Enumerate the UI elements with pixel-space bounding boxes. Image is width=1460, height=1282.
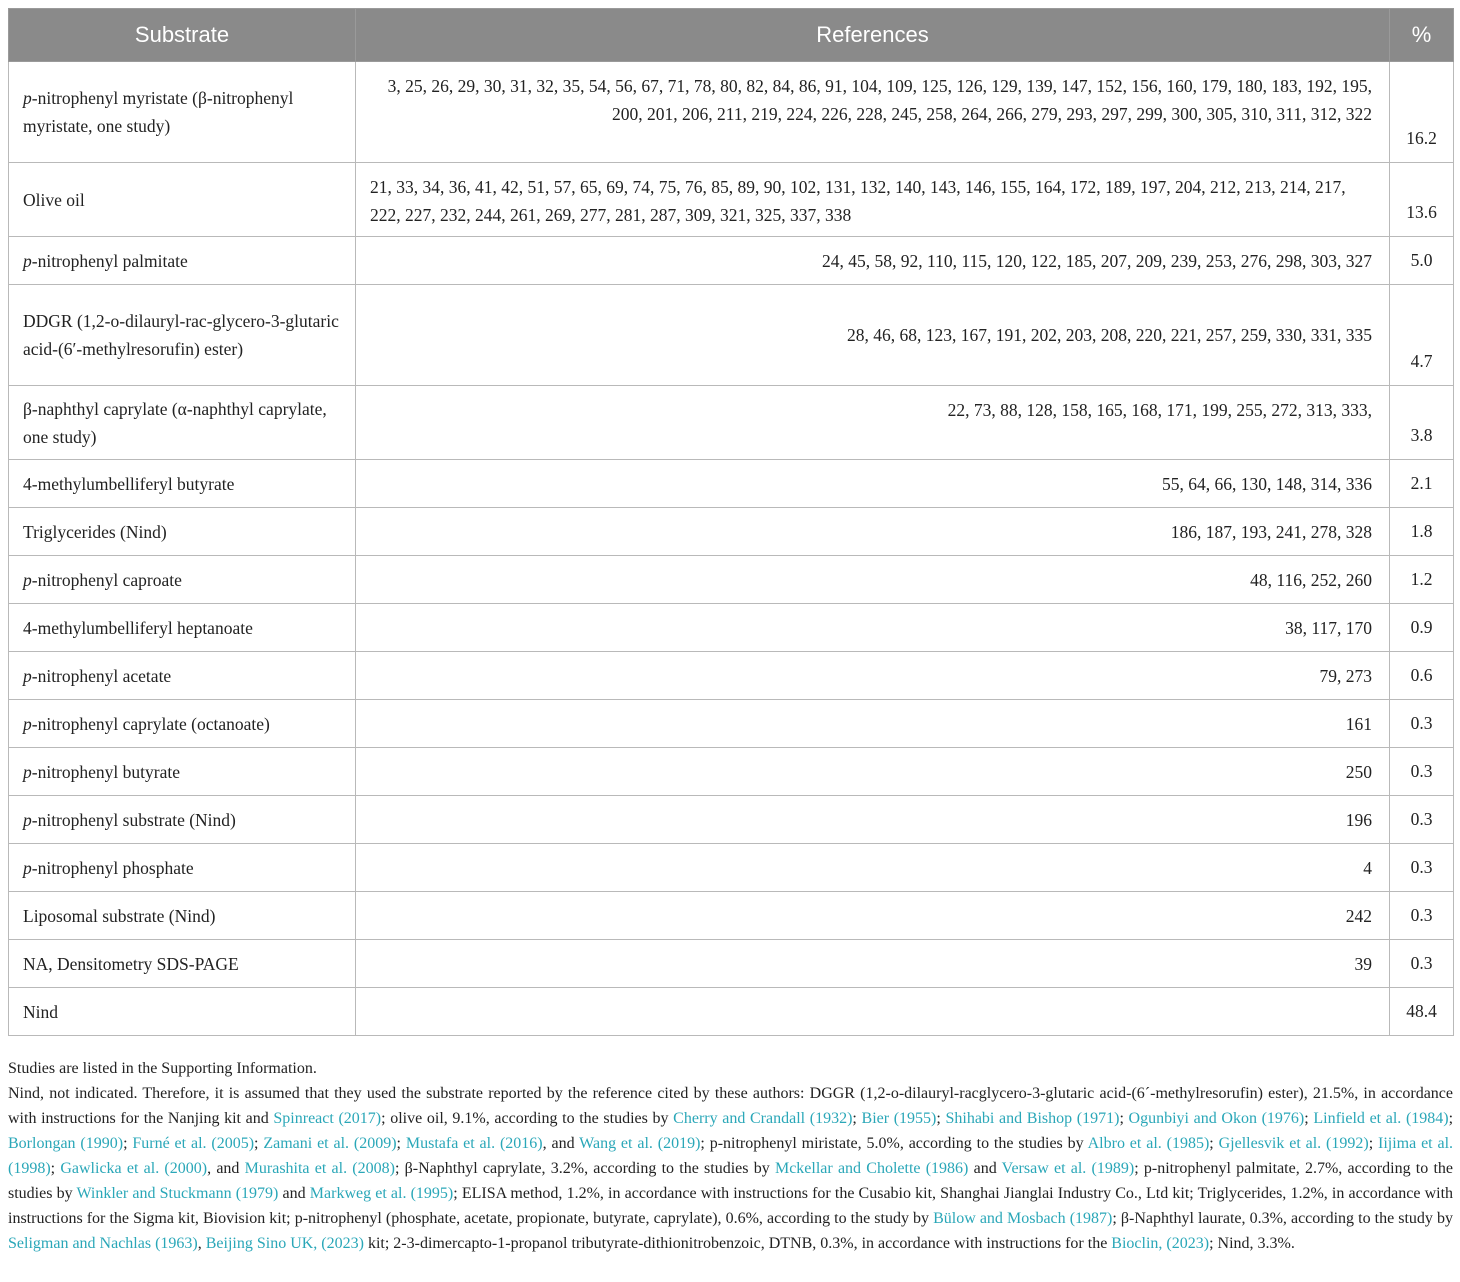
substrate-name: -nitrophenyl myristate (β-nitrophenyl myristate, one study) [23, 88, 294, 136]
footnote-text: ; [1368, 1135, 1378, 1152]
citation-link[interactable]: Zamani et al. (2009) [263, 1135, 397, 1152]
substrate-cell [9, 892, 356, 940]
substrate-cell [9, 508, 356, 556]
footnote-supporting-info: Studies are listed in the Supporting Information. [8, 1060, 317, 1077]
citation-link[interactable]: Shihabi and Bishop (1971) [945, 1110, 1120, 1127]
footnote-nind [8, 1081, 1453, 1256]
footnote-text: and [278, 1185, 310, 1202]
table-row [9, 556, 1454, 604]
footnote-text: ; Nind, 3.3%. [1209, 1235, 1295, 1252]
percent-cell: 16.2 [1390, 62, 1454, 163]
percent-cell: 0.3 [1390, 700, 1454, 748]
substrate-name: -nitrophenyl palmitate [31, 250, 188, 271]
footnote-text: ; [50, 1160, 61, 1177]
footnote-text: kit; 2-3-dimercapto-1-propanol tributyrate-dithionitrobenzoic, DTNB, 0.3%, in accordance with instructions for the [363, 1235, 1112, 1252]
italic-prefix: p [23, 569, 32, 590]
references-cell: 28, 46, 68, 123, 167, 191, 202, 203, 208, 220, 221, 257, 259, 330, 331, 335 [356, 285, 1390, 386]
table-row [9, 237, 1454, 285]
substrate-name: 4-methylumbelliferyl butyrate [23, 473, 235, 494]
substrate-name: -nitrophenyl caprylate (octanoate) [31, 713, 270, 734]
references-cell: 24, 45, 58, 92, 110, 115, 120, 122, 185, 207, 209, 239, 253, 276, 298, 303, 327 [356, 237, 1390, 285]
substrate-name: DDGR (1,2-o-dilauryl-rac-glycero-3-glutaric acid-(6′-methylresorufin) ester) [23, 311, 339, 359]
citation-link[interactable]: Beijing Sino UK, (2023) [205, 1235, 364, 1252]
substrate-cell [9, 163, 356, 237]
substrate-name: -nitrophenyl substrate (Nind) [31, 809, 236, 830]
references-cell: 3, 25, 26, 29, 30, 31, 32, 35, 54, 56, 67, 71, 78, 80, 82, 84, 86, 91, 104, 109, 125, 126, 129, 139, 147, 152, 156, 160, 179, 180, 183, 192, 195, 200, 201, 206, 211, 219, 224, 226, 228, 245, 258, 264, 266, 279, 293, 297, 299, 300, 305, 310, 311, 312, 322 [356, 62, 1390, 163]
citation-link[interactable]: Bülow and Mosbach (1987) [933, 1210, 1113, 1227]
table-row [9, 163, 1454, 237]
percent-cell: 4.7 [1390, 285, 1454, 386]
footnote-text: ; [123, 1135, 133, 1152]
table-row [9, 62, 1454, 163]
table-row [9, 748, 1454, 796]
percent-cell: 2.1 [1390, 460, 1454, 508]
italic-prefix: p [23, 250, 32, 271]
substrate-name: NA, Densitometry SDS-PAGE [23, 953, 239, 974]
citation-link[interactable]: Mustafa et al. (2016) [405, 1135, 543, 1152]
citation-link[interactable]: Murashita et al. (2008) [244, 1160, 395, 1177]
table-footnotes [8, 1056, 1453, 1256]
substrate-name: Triglycerides (Nind) [23, 521, 167, 542]
table-row [9, 700, 1454, 748]
substrate-cell [9, 796, 356, 844]
italic-prefix: p [23, 665, 32, 686]
citation-link[interactable]: Bioclin, (2023) [1111, 1235, 1210, 1252]
footnote-text: ; [396, 1135, 406, 1152]
substrate-name: -nitrophenyl acetate [31, 665, 172, 686]
substrate-cell [9, 988, 356, 1036]
table-row [9, 796, 1454, 844]
substrate-cell [9, 62, 356, 163]
references-cell: 38, 117, 170 [356, 604, 1390, 652]
references-cell: 4 [356, 844, 1390, 892]
footnote-text: ; p-nitrophenyl miristate, 5.0%, according to the studies by [700, 1135, 1088, 1152]
footnote-text: ; [1304, 1110, 1314, 1127]
table-row [9, 892, 1454, 940]
citation-link[interactable]: Gjellesvik et al. (1992) [1218, 1135, 1369, 1152]
substrate-cell [9, 237, 356, 285]
footnote-text: and [968, 1160, 1002, 1177]
percent-cell: 0.6 [1390, 652, 1454, 700]
footnote-text: , and [207, 1160, 245, 1177]
citation-link[interactable]: Winkler and Stuckmann (1979) [76, 1185, 279, 1202]
citation-link[interactable]: Wang et al. (2019) [579, 1135, 701, 1152]
substrate-cell [9, 748, 356, 796]
footnote-text: ; [1119, 1110, 1129, 1127]
citation-link[interactable]: Markweg et al. (1995) [309, 1185, 454, 1202]
footnote-text: ; β-Naphthyl caprylate, 3.2%, according to the studies by [394, 1160, 775, 1177]
substrate-name: -nitrophenyl phosphate [31, 857, 194, 878]
citation-link[interactable]: Seligman and Nachlas (1963) [8, 1235, 198, 1252]
citation-link[interactable]: Bier (1955) [861, 1110, 937, 1127]
footnote-text: ; [254, 1135, 264, 1152]
table-row [9, 508, 1454, 556]
percent-cell: 1.8 [1390, 508, 1454, 556]
percent-cell: 0.3 [1390, 748, 1454, 796]
substrate-cell [9, 604, 356, 652]
percent-cell: 0.3 [1390, 892, 1454, 940]
footnote-text: ; [852, 1110, 862, 1127]
footnote-text: ; ELISA method, 1.2%, in accordance with instructions for the Cusabio kit, Shanghai Jianglai Industry Co., Ltd kit; Triglycerides, 1.2%, in accordance with instructions for the Sigma kit, Biovision kit; p-nitrophenyl (phosphate, acetate, propionate, butyrate, caprylate), 0.6%, according to the study by [8, 1185, 1454, 1227]
percent-cell: 0.9 [1390, 604, 1454, 652]
header-references: References [356, 9, 1390, 62]
references-cell: 242 [356, 892, 1390, 940]
table-row [9, 386, 1454, 460]
table-row [9, 604, 1454, 652]
citation-link[interactable]: Borlongan (1990) [8, 1135, 124, 1152]
italic-prefix: p [23, 857, 32, 878]
substrate-name: -nitrophenyl butyrate [31, 761, 180, 782]
table-header-row [9, 9, 1454, 62]
substrate-table-container [8, 8, 1453, 1036]
citation-link[interactable]: Gawlicka et al. (2000) [60, 1160, 208, 1177]
percent-cell: 3.8 [1390, 386, 1454, 460]
references-cell: 196 [356, 796, 1390, 844]
substrate-cell [9, 386, 356, 460]
italic-prefix: p [23, 809, 32, 830]
substrate-cell [9, 556, 356, 604]
percent-cell: 0.3 [1390, 940, 1454, 988]
substrate-cell [9, 940, 356, 988]
footnote-text: Nind, not indicated. Therefore, it is assumed that they used the substrate reported by the reference cited by these authors: DGGR (1,2-o-dilauryl-racglycero-3-glutaric acid-(6´-methylresorufin) ester), 21.5%, in accordance with instructions for the Nanjing kit and [8, 1085, 1453, 1127]
footnote-text: ; [936, 1110, 946, 1127]
substrate-cell [9, 460, 356, 508]
citation-link[interactable]: Linfield et al. (1984) [1313, 1110, 1449, 1127]
citation-link[interactable]: Albro et al. (1985) [1087, 1135, 1210, 1152]
table-row [9, 652, 1454, 700]
substrate-cell [9, 844, 356, 892]
footnote-text: ; olive oil, 9.1%, according to the studies by [381, 1110, 674, 1127]
table-body [9, 62, 1454, 1036]
citation-link[interactable]: Mckellar and Cholette (1986) [774, 1160, 969, 1177]
percent-cell: 5.0 [1390, 237, 1454, 285]
percent-cell: 1.2 [1390, 556, 1454, 604]
references-cell: 186, 187, 193, 241, 278, 328 [356, 508, 1390, 556]
percent-cell: 48.4 [1390, 988, 1454, 1036]
table-row [9, 940, 1454, 988]
substrate-name: Nind [23, 1001, 58, 1022]
citation-link[interactable]: Furné et al. (2005) [132, 1135, 255, 1152]
citation-link[interactable]: Ogunbiyi and Okon (1976) [1128, 1110, 1305, 1127]
substrate-name: Liposomal substrate (Nind) [23, 905, 216, 926]
references-cell: 21, 33, 34, 36, 41, 42, 51, 57, 65, 69, 74, 75, 76, 85, 89, 90, 102, 131, 132, 140, 143, 146, 155, 164, 172, 189, 197, 204, 212, 213, 214, 217, 222, 227, 232, 244, 261, 269, 277, 281, 287, 309, 321, 325, 337, 338 [356, 163, 1390, 237]
references-cell [356, 988, 1390, 1036]
substrate-cell [9, 285, 356, 386]
references-cell: 22, 73, 88, 128, 158, 165, 168, 171, 199, 255, 272, 313, 333, [356, 386, 1390, 460]
substrate-name: -nitrophenyl caproate [31, 569, 182, 590]
substrate-name: 4-methylumbelliferyl heptanoate [23, 617, 253, 638]
references-cell: 48, 116, 252, 260 [356, 556, 1390, 604]
italic-prefix: p [23, 713, 32, 734]
substrate-cell [9, 700, 356, 748]
citation-link[interactable]: Versaw et al. (1989) [1001, 1160, 1135, 1177]
citation-link[interactable]: Iijima et al. (1998) [8, 1135, 1454, 1177]
header-percent: % [1390, 9, 1454, 62]
header-substrate: Substrate [9, 9, 356, 62]
references-cell: 250 [356, 748, 1390, 796]
footnote-text: , and [542, 1135, 580, 1152]
table-row [9, 460, 1454, 508]
table-row [9, 844, 1454, 892]
footnote-text: ; β-Naphthyl laurate, 0.3%, according to the study by [1112, 1210, 1453, 1227]
percent-cell: 0.3 [1390, 844, 1454, 892]
table-row [9, 988, 1454, 1036]
footnote-text: ; [1448, 1110, 1454, 1127]
references-cell: 79, 273 [356, 652, 1390, 700]
references-cell: 55, 64, 66, 130, 148, 314, 336 [356, 460, 1390, 508]
substrate-name: β-naphthyl caprylate (α-naphthyl caprylate, one study) [23, 398, 327, 447]
citation-link[interactable]: Spinreact (2017) [273, 1110, 382, 1127]
percent-cell: 0.3 [1390, 796, 1454, 844]
italic-prefix: p [23, 761, 32, 782]
substrate-table [8, 8, 1454, 1036]
substrate-cell [9, 652, 356, 700]
references-cell: 39 [356, 940, 1390, 988]
italic-prefix: p [23, 88, 32, 108]
substrate-name: Olive oil [23, 189, 85, 210]
table-row [9, 285, 1454, 386]
percent-cell: 13.6 [1390, 163, 1454, 237]
footnote-text: , [197, 1235, 206, 1252]
footnote-text: ; p-nitrophenyl palmitate, 2.7%, according to the studies by [8, 1160, 1454, 1202]
citation-link[interactable]: Cherry and Crandall (1932) [673, 1110, 853, 1127]
footnote-text: ; [1209, 1135, 1219, 1152]
references-cell: 161 [356, 700, 1390, 748]
